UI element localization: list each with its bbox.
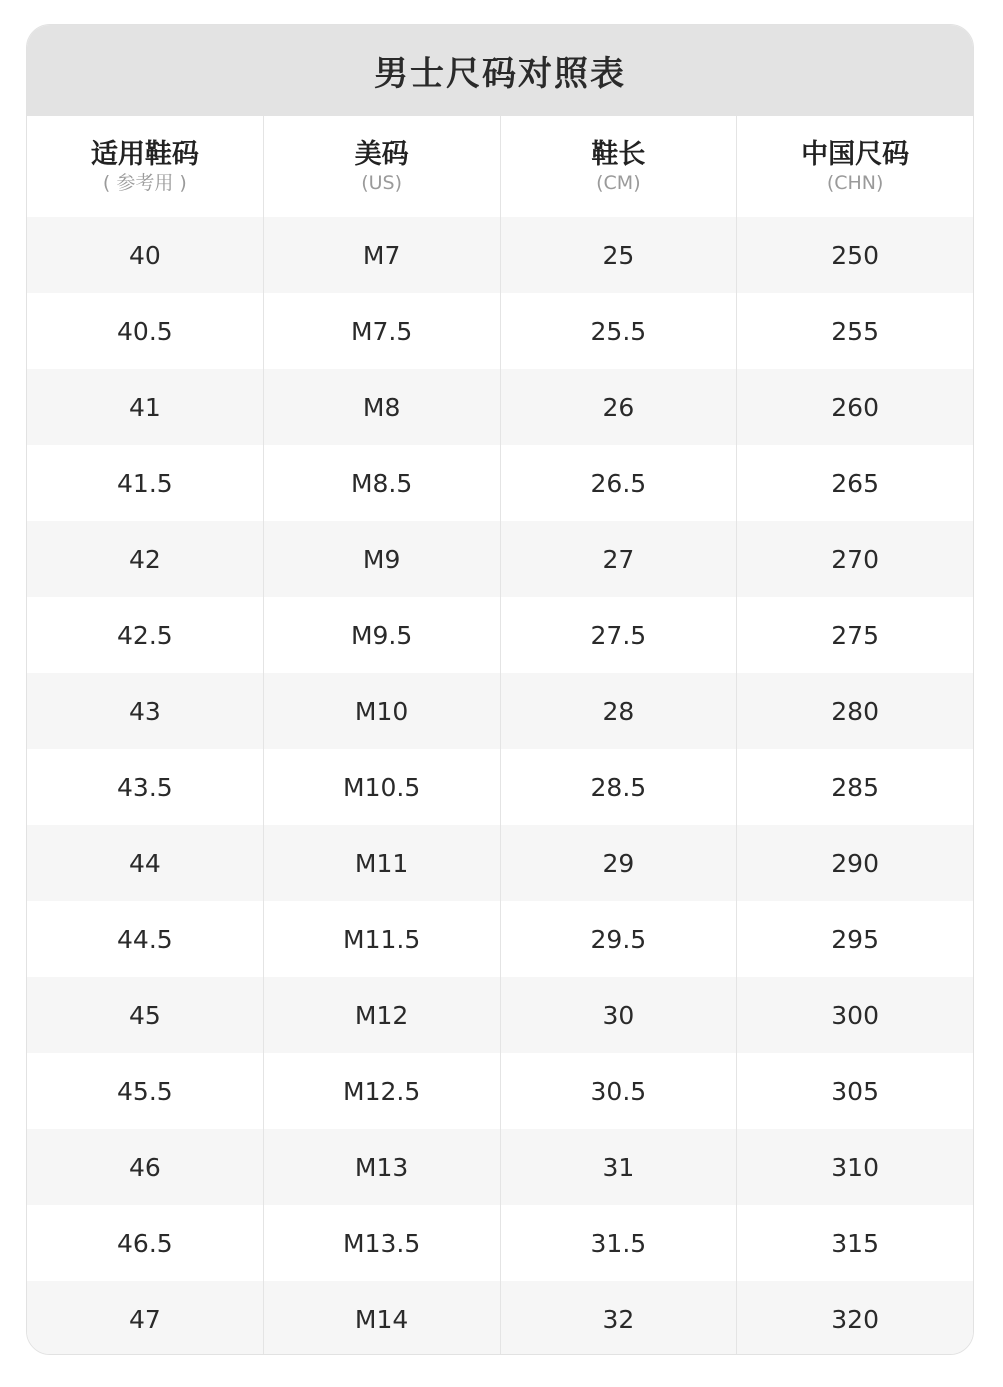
table-row bbox=[27, 217, 973, 293]
table-cell bbox=[501, 293, 738, 369]
header-sublabel: (US) bbox=[361, 171, 403, 194]
cell-value: 270 bbox=[831, 544, 879, 574]
table-cell bbox=[264, 217, 501, 293]
table-cell bbox=[264, 901, 501, 977]
cell-value: M13.5 bbox=[343, 1228, 421, 1258]
cell-value: 29 bbox=[602, 848, 635, 878]
table-cell bbox=[27, 521, 264, 597]
table-cell bbox=[737, 1205, 973, 1281]
table-cell bbox=[737, 445, 973, 521]
cell-value: 45 bbox=[128, 1000, 161, 1030]
chart-title: 男士尺码对照表 bbox=[374, 54, 626, 94]
cell-value: 46 bbox=[128, 1152, 161, 1182]
table-cell bbox=[27, 445, 264, 521]
table-row bbox=[27, 369, 973, 445]
table-cell bbox=[501, 521, 738, 597]
table-cell bbox=[27, 217, 264, 293]
table-cell bbox=[737, 1129, 973, 1205]
cell-value: M11 bbox=[354, 848, 409, 878]
table-cell bbox=[501, 597, 738, 673]
table-row bbox=[27, 445, 973, 521]
table-cell bbox=[501, 445, 738, 521]
table-cell bbox=[264, 445, 501, 521]
header-cell-length bbox=[501, 116, 738, 217]
cell-value: 46.5 bbox=[117, 1228, 173, 1258]
cell-value: 47 bbox=[128, 1304, 161, 1334]
table-cell bbox=[264, 293, 501, 369]
table-cell bbox=[737, 673, 973, 749]
table-cell bbox=[737, 217, 973, 293]
header-cell-us-size bbox=[264, 116, 501, 217]
cell-value: 28.5 bbox=[590, 772, 647, 802]
table-cell bbox=[737, 825, 973, 901]
cell-value: 31.5 bbox=[590, 1228, 647, 1258]
cell-value: 28 bbox=[602, 696, 635, 726]
table-cell bbox=[501, 1053, 738, 1129]
header-label: 美码 bbox=[354, 138, 409, 170]
table-cell bbox=[501, 217, 738, 293]
table-cell bbox=[27, 1281, 264, 1355]
cell-value: 275 bbox=[831, 620, 879, 650]
cell-value: M7.5 bbox=[350, 316, 413, 346]
table-cell bbox=[737, 1053, 973, 1129]
cell-value: 310 bbox=[831, 1152, 879, 1182]
cell-value: 41.5 bbox=[117, 468, 173, 498]
cell-value: 44.5 bbox=[117, 924, 173, 954]
title-bar bbox=[27, 25, 973, 116]
table-cell bbox=[737, 521, 973, 597]
table-row bbox=[27, 901, 973, 977]
cell-value: 43 bbox=[128, 696, 161, 726]
table-cell bbox=[264, 1281, 501, 1355]
cell-value: M12.5 bbox=[343, 1076, 421, 1106]
table-cell bbox=[264, 673, 501, 749]
table-cell bbox=[501, 901, 738, 977]
table-header-row bbox=[27, 116, 973, 217]
table-row bbox=[27, 1281, 973, 1355]
table-cell bbox=[264, 825, 501, 901]
table-row bbox=[27, 521, 973, 597]
header-sublabel: (CM) bbox=[596, 171, 641, 194]
cell-value: 290 bbox=[831, 848, 879, 878]
table-cell bbox=[264, 749, 501, 825]
cell-value: M7 bbox=[362, 240, 401, 270]
cell-value: 280 bbox=[831, 696, 879, 726]
table-cell bbox=[264, 1205, 501, 1281]
table-cell bbox=[27, 1053, 264, 1129]
table-cell bbox=[501, 673, 738, 749]
header-label: 适用鞋码 bbox=[90, 138, 199, 170]
cell-value: 305 bbox=[831, 1076, 879, 1106]
cell-value: 44 bbox=[128, 848, 161, 878]
table-cell bbox=[27, 1129, 264, 1205]
cell-value: M8 bbox=[362, 392, 401, 422]
header-sublabel: ( 参考用 ) bbox=[102, 171, 187, 194]
cell-value: 42.5 bbox=[117, 620, 173, 650]
table-cell bbox=[737, 369, 973, 445]
cell-value: 265 bbox=[831, 468, 879, 498]
cell-value: 255 bbox=[831, 316, 879, 346]
table-cell bbox=[264, 521, 501, 597]
cell-value: 45.5 bbox=[117, 1076, 173, 1106]
table-row bbox=[27, 749, 973, 825]
table-cell bbox=[27, 673, 264, 749]
table-cell bbox=[501, 1129, 738, 1205]
cell-value: 295 bbox=[831, 924, 879, 954]
table-row bbox=[27, 597, 973, 673]
cell-value: 26.5 bbox=[590, 468, 647, 498]
table-cell bbox=[501, 749, 738, 825]
cell-value: 40 bbox=[128, 240, 161, 270]
table-cell bbox=[264, 369, 501, 445]
table-row bbox=[27, 825, 973, 901]
cell-value: M8.5 bbox=[350, 468, 413, 498]
header-label: 中国尺码 bbox=[801, 138, 910, 170]
cell-value: 320 bbox=[831, 1304, 879, 1334]
cell-value: 285 bbox=[831, 772, 879, 802]
cell-value: 29.5 bbox=[590, 924, 647, 954]
cell-value: 42 bbox=[128, 544, 161, 574]
cell-value: 27 bbox=[602, 544, 635, 574]
table-cell bbox=[737, 1281, 973, 1355]
header-sublabel: (CHN) bbox=[826, 171, 884, 194]
cell-value: M10.5 bbox=[343, 772, 421, 802]
table-cell bbox=[501, 369, 738, 445]
table-row bbox=[27, 977, 973, 1053]
table-cell bbox=[737, 749, 973, 825]
cell-value: 30 bbox=[602, 1000, 635, 1030]
table-cell bbox=[264, 977, 501, 1053]
cell-value: M11.5 bbox=[343, 924, 421, 954]
table-cell bbox=[501, 1205, 738, 1281]
table-row bbox=[27, 673, 973, 749]
table-cell bbox=[501, 825, 738, 901]
table-cell bbox=[27, 369, 264, 445]
table-cell bbox=[737, 977, 973, 1053]
cell-value: 25.5 bbox=[590, 316, 647, 346]
table-row bbox=[27, 293, 973, 369]
table-cell bbox=[27, 825, 264, 901]
cell-value: 30.5 bbox=[590, 1076, 647, 1106]
cell-value: M9.5 bbox=[350, 620, 413, 650]
cell-value: 300 bbox=[831, 1000, 879, 1030]
table-cell bbox=[737, 901, 973, 977]
cell-value: 40.5 bbox=[117, 316, 173, 346]
cell-value: 32 bbox=[602, 1304, 635, 1334]
table-cell bbox=[27, 977, 264, 1053]
cell-value: 250 bbox=[831, 240, 879, 270]
table-cell bbox=[501, 977, 738, 1053]
table-cell bbox=[264, 1129, 501, 1205]
cell-value: 260 bbox=[831, 392, 879, 422]
table-cell bbox=[27, 597, 264, 673]
cell-value: 43.5 bbox=[117, 772, 173, 802]
header-cell-eu-size bbox=[27, 116, 264, 217]
cell-value: M12 bbox=[354, 1000, 409, 1030]
table-cell bbox=[27, 901, 264, 977]
cell-value: 26 bbox=[602, 392, 635, 422]
cell-value: 315 bbox=[831, 1228, 879, 1258]
table-cell bbox=[501, 1281, 738, 1355]
table-cell bbox=[27, 749, 264, 825]
table-row bbox=[27, 1053, 973, 1129]
table-cell bbox=[27, 1205, 264, 1281]
table-cell bbox=[737, 293, 973, 369]
table-cell bbox=[27, 293, 264, 369]
cell-value: 31 bbox=[602, 1152, 635, 1182]
table-cell bbox=[264, 1053, 501, 1129]
header-cell-chn-size bbox=[737, 116, 973, 217]
header-label: 鞋长 bbox=[591, 138, 646, 170]
cell-value: 41 bbox=[128, 392, 161, 422]
cell-value: M10 bbox=[354, 696, 409, 726]
size-chart-card bbox=[26, 24, 974, 1355]
table-row bbox=[27, 1129, 973, 1205]
cell-value: 25 bbox=[602, 240, 635, 270]
cell-value: M9 bbox=[362, 544, 401, 574]
table-row bbox=[27, 1205, 973, 1281]
cell-value: M14 bbox=[354, 1304, 409, 1334]
table-cell bbox=[264, 597, 501, 673]
table-cell bbox=[737, 597, 973, 673]
cell-value: 27.5 bbox=[590, 620, 647, 650]
size-table bbox=[27, 116, 973, 1355]
cell-value: M13 bbox=[354, 1152, 409, 1182]
